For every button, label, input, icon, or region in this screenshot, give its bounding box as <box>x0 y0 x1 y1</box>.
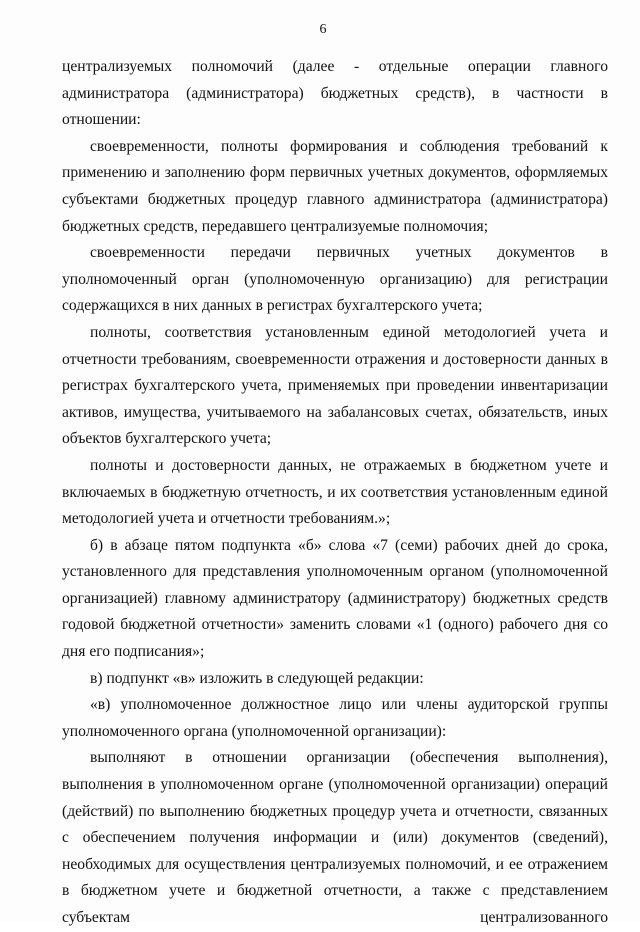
paragraph: б) в абзаце пятом подпункта «б» слова «7 (семи) рабочих дней до срока, установленного для представления уполномоченным органом (уполномоченной организацией) главному администратору (администратору) бюджетных средств годовой бюджетной отчетности» заменить словами «1 (одного) рабочего дня со дня его подписания»; <box>62 536 608 661</box>
paragraph: своевременности, полноты формирования и соблюдения требований к применению и заполнению форм первичных учетных документов, оформляемых субъектами бюджетных процедур главного администратора (администратора) бюджетных средств, передавшего централизуемые полномочия; <box>62 137 608 235</box>
paragraph: выполняют в отношении организации (обеспечения выполнения), выполнения в уполномоченном органе (уполномоченной организации) операций (действий) по выполнению бюджетных процедур учета и отчетности, связанных с обеспечением получения информации и (или) документов (сведений), необходимых для осуществления централизуемых полномочий, и ее отражением в бюджетном учете и бюджетной отчетности, а также с представлением субъектам централизованного <box>62 749 608 926</box>
paragraph: в) подпункт «в» изложить в следующей редакции: <box>90 669 424 687</box>
document-body <box>62 54 608 932</box>
paragraph: полноты, соответствия установленным единой методологией учета и отчетности требованиям, своевременности отражения и достоверности данных в регистрах бухгалтерского учета, применяемых при проведении инвентаризации активов, имущества, учитываемого на забалансовых счетах, обязательств, иных объектов бухгалтерского учета; <box>62 323 608 448</box>
paragraph: полноты и достоверности данных, не отражаемых в бюджетном учете и включаемых в бюджетную отчетность, и их соответствия установленным единой методологией учета и отчетности требованиям.»; <box>62 456 608 528</box>
page-number: 6 <box>319 22 327 37</box>
paragraph: «в) уполномоченное должностное лицо или члены аудиторской группы уполномоченного органа (уполномоченной организации): <box>62 696 608 740</box>
paragraph: централизуемых полномочий (далее - отдельные операции главного администратора (администратора) бюджетных средств), в частности в отношении: <box>62 58 608 129</box>
paragraph: своевременности передачи первичных учетных документов в уполномоченный орган (уполномоченную организацию) для регистрации содержащихся в них данных в регистрах бухгалтерского учета; <box>62 244 608 315</box>
